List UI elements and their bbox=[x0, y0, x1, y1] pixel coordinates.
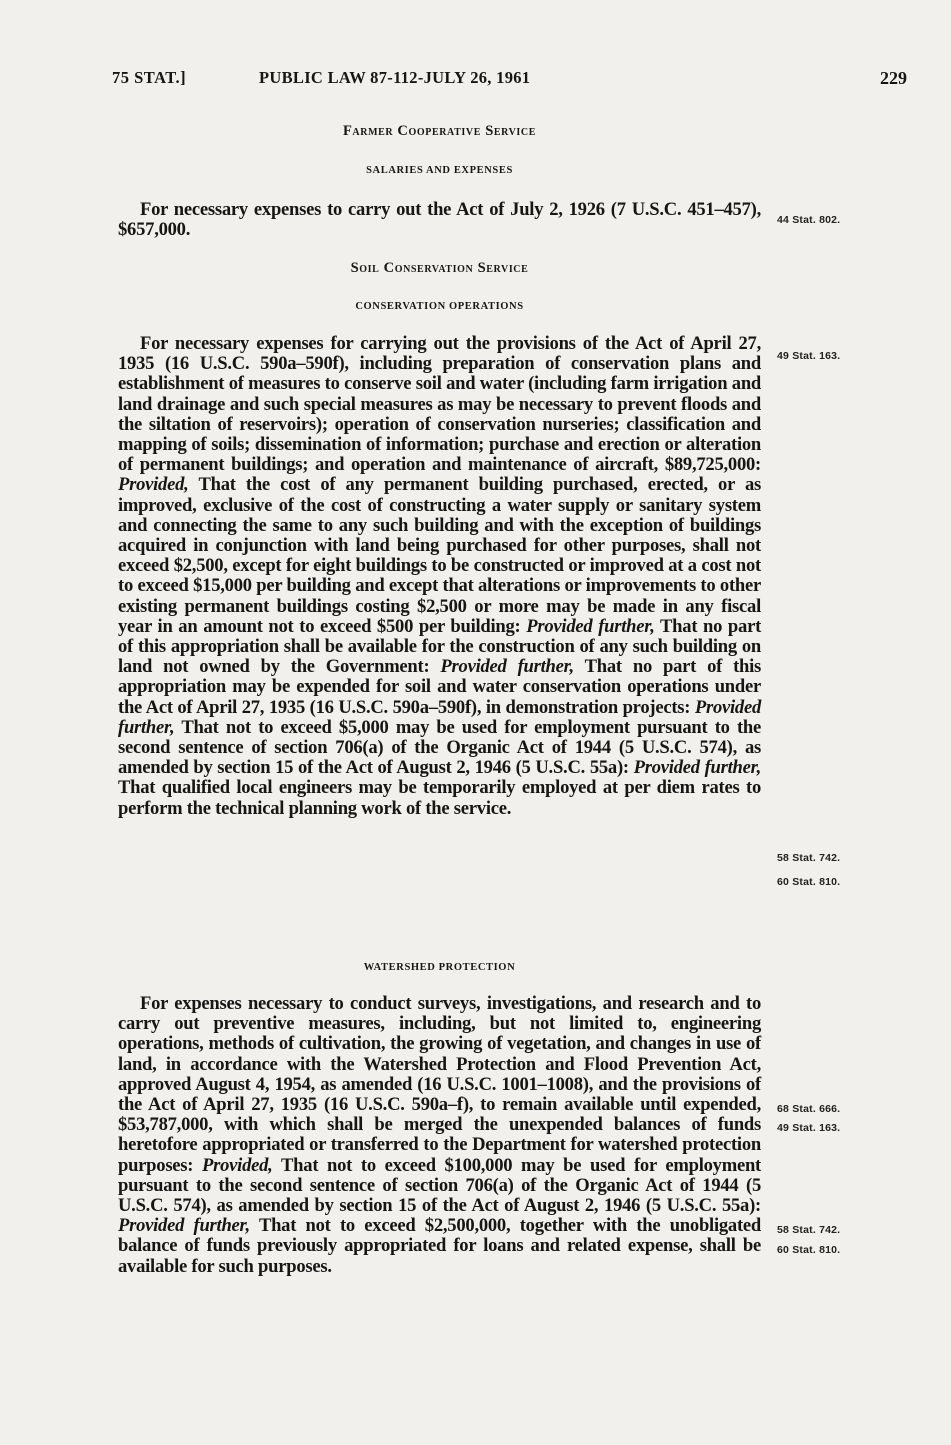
appropriation-paragraph bbox=[118, 994, 761, 1277]
text-run: That not to exceed $2,500,000, together with the unobligated balance of funds previously appropriated for loans and related expense, shall be available for such purposes. bbox=[118, 1215, 761, 1277]
text-run: For expenses necessary to conduct surveys, investigations, and research and to carry out preventive measures, including, but not limited to, engineering operations, methods of cultivation, the growing of vegetation, and changes in use of land, in accordance with the Watershed Protection and Flood Prevention Act, approved August 4, 1954, as amended (16 U.S.C. 1001–1008), and the provisions of the Act of April 27, 1935 (16 U.S.C. 590a–f), to remain available until expended, $53,787,000, with which shall be merged the unexpended balances of funds heretofore appropriated or transferred to the Department for watershed protection purposes: bbox=[118, 993, 761, 1176]
farmer-cooperative-text-wrap bbox=[118, 200, 761, 240]
text-run: That qualified local engineers may be temporarily employed at per diem rates to perform the technical planning work of the service. bbox=[118, 777, 761, 819]
agency-heading: Farmer Cooperative Service bbox=[342, 123, 537, 139]
appropriation-paragraph: For necessary expenses to carry out the Act of July 2, 1926 (7 U.S.C. 451–457), $657,000. bbox=[118, 199, 761, 241]
text-run: That no part of this appropriation shall be available for the construction of any such building on land not owned by the Government: bbox=[118, 615, 762, 678]
volume-reference: 75 STAT.] bbox=[112, 68, 187, 87]
appropriation-paragraph bbox=[118, 334, 761, 819]
watershed-heading-wrap bbox=[118, 962, 761, 973]
margin-citation: 60 Stat. 810. bbox=[777, 876, 841, 888]
margin-citation: 68 Stat. 666. bbox=[777, 1103, 841, 1115]
section-subheading: WATERSHED PROTECTION bbox=[363, 962, 516, 973]
margin-citation: 58 Stat. 742. bbox=[777, 1224, 841, 1236]
soil-conservation-agency-wrap bbox=[118, 260, 761, 277]
proviso-term: Provided further, bbox=[526, 615, 655, 637]
proviso-term: Provided, bbox=[202, 1154, 273, 1176]
proviso-term: Provided further, bbox=[118, 1215, 250, 1237]
conservation-operations-text-wrap bbox=[118, 334, 761, 819]
page-number: 229 bbox=[880, 68, 907, 88]
text-run: For necessary expenses for carrying out the provisions of the Act of April 27, 1935 (16 U.S.C. 590a–590f), including preparation of conservation plans and establishment of measures to conserve soil and water (including farm irrigation and land drainage and such special measures as may be necessary to prevent floods and the siltation of reservoirs); operation of conservation nurseries; classification and mapping of soils; dissemination of information; purchase and erection or alteration of permanent buildings; and operation and maintenance of aircraft, $89,725,000: bbox=[118, 333, 761, 476]
farmer-cooperative-section bbox=[118, 123, 761, 140]
text-run: That not to exceed $100,000 may be used for employment pursuant to the second sentence of section 706(a) of the Organic Act of 1944 (5 U.S.C. 574), as amended by section 15 of the Act of August 2, 1946 (5 U.S.C. 55a): bbox=[118, 1154, 761, 1217]
running-header bbox=[112, 68, 907, 94]
section-subheading: CONSERVATION OPERATIONS bbox=[355, 301, 524, 312]
salaries-heading-wrap bbox=[118, 165, 761, 176]
proviso-term: Provided, bbox=[118, 474, 189, 496]
text-run: That not to exceed $5,000 may be used for employment pursuant to the second sentence of section 706(a) of the Organic Act of 1944 (5 U.S.C. 574), as amended by section 15 of the Act of August 2, 1946 (5 U.S.C. 55a): bbox=[118, 716, 761, 779]
margin-citation: 49 Stat. 163. bbox=[777, 350, 841, 362]
law-title: PUBLIC LAW 87-112-JULY 26, 1961 bbox=[259, 68, 531, 87]
proviso-term: Provided further, bbox=[118, 696, 761, 738]
margin-citation: 60 Stat. 810. bbox=[777, 1244, 841, 1256]
text-run: That no part of this appropriation may be expended for soil and water conservation operations under the Act of April 27, 1935 (16 U.S.C. 590a–590f), in demonstration projects: bbox=[118, 656, 762, 718]
margin-citation: 44 Stat. 802. bbox=[777, 214, 841, 226]
text-run: That the cost of any permanent building purchased, erected, or as improved, exclusive of the cost of constructing a water supply or sanitary system and connecting the same to any such building and with the exception of buildings acquired in conjunction with land being purchased for other purposes, shall not exceed $2,500, except for eight buildings to be constructed or improved at a cost not to exceed $15,000 per building and except that alterations or improvements to other existing permanent buildings costing $2,500 or more may be made in any fiscal year in an amount not to exceed $500 per building: bbox=[118, 474, 761, 637]
proviso-term: Provided further, bbox=[440, 656, 574, 678]
conservation-operations-heading-wrap bbox=[118, 301, 761, 312]
section-subheading: SALARIES AND EXPENSES bbox=[366, 165, 513, 176]
margin-citation: 49 Stat. 163. bbox=[777, 1122, 841, 1134]
watershed-text-wrap bbox=[118, 994, 761, 1277]
agency-heading: Soil Conservation Service bbox=[350, 260, 529, 276]
margin-citation: 58 Stat. 742. bbox=[777, 852, 841, 864]
proviso-term: Provided further, bbox=[633, 757, 761, 779]
